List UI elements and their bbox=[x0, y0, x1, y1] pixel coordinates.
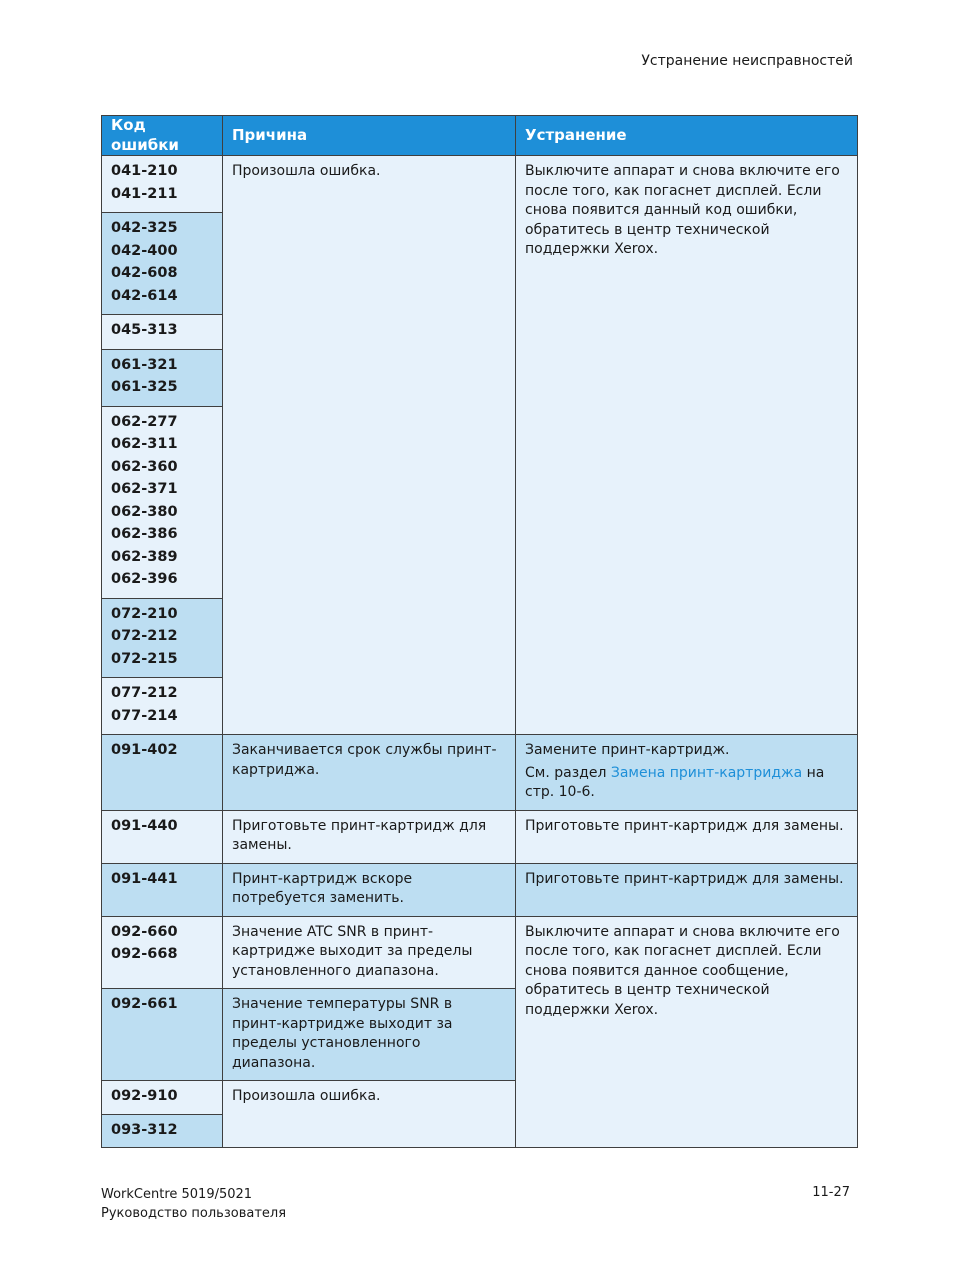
table-header-row bbox=[102, 116, 858, 156]
cause-cell: Значение температуры SNR в принт-картридже выходит за пределы установленного диапазона. bbox=[223, 989, 516, 1081]
column-header-code: Код ошибки bbox=[102, 116, 223, 156]
error-code-cell bbox=[102, 916, 223, 989]
error-code: 072-212 bbox=[111, 628, 178, 644]
page-reference-text: на стр. 10-6. bbox=[525, 764, 825, 800]
error-code: 062-380 bbox=[111, 503, 178, 520]
error-code: 072-215 bbox=[111, 650, 178, 667]
see-section-text: См. раздел bbox=[525, 764, 607, 781]
error-code: 042-400 bbox=[111, 242, 178, 259]
error-code: 045-313 bbox=[111, 322, 178, 338]
column-header-solution: Устранение bbox=[516, 116, 858, 156]
error-code-cell: 092-910 bbox=[102, 1081, 223, 1115]
error-code: 062-396 bbox=[111, 571, 178, 587]
error-code-cell: 093-312 bbox=[102, 1114, 223, 1148]
error-code-cell bbox=[102, 406, 223, 598]
error-code: 062-277 bbox=[111, 413, 178, 430]
error-code: 077-212 bbox=[111, 685, 178, 701]
error-codes-table bbox=[101, 115, 858, 1148]
error-code-cell: 092-661 bbox=[102, 989, 223, 1081]
error-code-cell bbox=[102, 213, 223, 315]
error-code: 061-325 bbox=[111, 379, 178, 395]
solution-cell: Приготовьте принт-картридж для замены. bbox=[516, 810, 858, 863]
error-code: 092-668 bbox=[111, 946, 178, 962]
cause-cell: Произошла ошибка. bbox=[223, 156, 516, 735]
column-header-cause: Причина bbox=[223, 116, 516, 156]
solution-reference bbox=[525, 764, 848, 803]
solution-cell: Выключите аппарат и снова включите его после того, как погаснет дисплей. Если снова появится данный код ошибки, обратитесь в центр технической поддержки Xerox. bbox=[516, 156, 858, 735]
table-row bbox=[102, 916, 858, 989]
error-code-cell: 091-441 bbox=[102, 863, 223, 916]
table-row bbox=[102, 156, 858, 213]
error-code: 062-360 bbox=[111, 458, 178, 475]
solution-cell: Выключите аппарат и снова включите его после того, как погаснет дисплей. Если снова появится данное сообщение, обратитесь в центр технической поддержки Xerox. bbox=[516, 916, 858, 1148]
error-code: 041-210 bbox=[111, 163, 178, 179]
error-code: 042-325 bbox=[111, 220, 178, 236]
footer-guide: Руководство пользователя bbox=[101, 1206, 287, 1221]
error-code: 062-311 bbox=[111, 436, 178, 452]
replace-cartridge-link[interactable]: Замена принт-картриджа bbox=[610, 764, 803, 781]
error-code: 061-321 bbox=[111, 356, 178, 373]
error-code-cell bbox=[102, 598, 223, 678]
error-code-cell bbox=[102, 315, 223, 350]
error-code: 062-389 bbox=[111, 548, 178, 565]
table-row bbox=[102, 863, 858, 916]
cause-cell: Принт-картридж вскоре потребуется заменить. bbox=[223, 863, 516, 916]
error-code-cell bbox=[102, 678, 223, 735]
solution-cell bbox=[516, 735, 858, 811]
solution-cell: Приготовьте принт-картридж для замены. bbox=[516, 863, 858, 916]
error-code: 072-210 bbox=[111, 605, 178, 622]
error-code: 077-214 bbox=[111, 707, 178, 724]
error-code-cell: 091-440 bbox=[102, 810, 223, 863]
table-row bbox=[102, 810, 858, 863]
error-code: 041-211 bbox=[111, 185, 178, 202]
cause-cell: Заканчивается срок службы принт-картриджа. bbox=[223, 735, 516, 811]
error-code-cell bbox=[102, 156, 223, 213]
error-code: 042-608 bbox=[111, 265, 178, 281]
error-code-cell bbox=[102, 349, 223, 406]
footer-product-info bbox=[101, 1185, 286, 1223]
running-header: Устранение неисправностей bbox=[641, 53, 853, 69]
error-code: 092-660 bbox=[111, 923, 178, 940]
table-row bbox=[102, 735, 858, 811]
cause-cell: Приготовьте принт-картридж для замены. bbox=[223, 810, 516, 863]
error-code: 042-614 bbox=[111, 287, 178, 304]
solution-line: Замените принт-картридж. bbox=[525, 742, 730, 758]
cause-cell: Значение ATC SNR в принт-картридже выходит за пределы установленного диапазона. bbox=[223, 916, 516, 989]
error-code: 062-386 bbox=[111, 526, 178, 542]
footer-product: WorkCentre 5019/5021 bbox=[101, 1187, 253, 1202]
cause-cell: Произошла ошибка. bbox=[223, 1081, 516, 1148]
page-number: 11-27 bbox=[812, 1185, 850, 1200]
error-code-cell: 091-402 bbox=[102, 735, 223, 811]
error-code: 062-371 bbox=[111, 481, 178, 497]
